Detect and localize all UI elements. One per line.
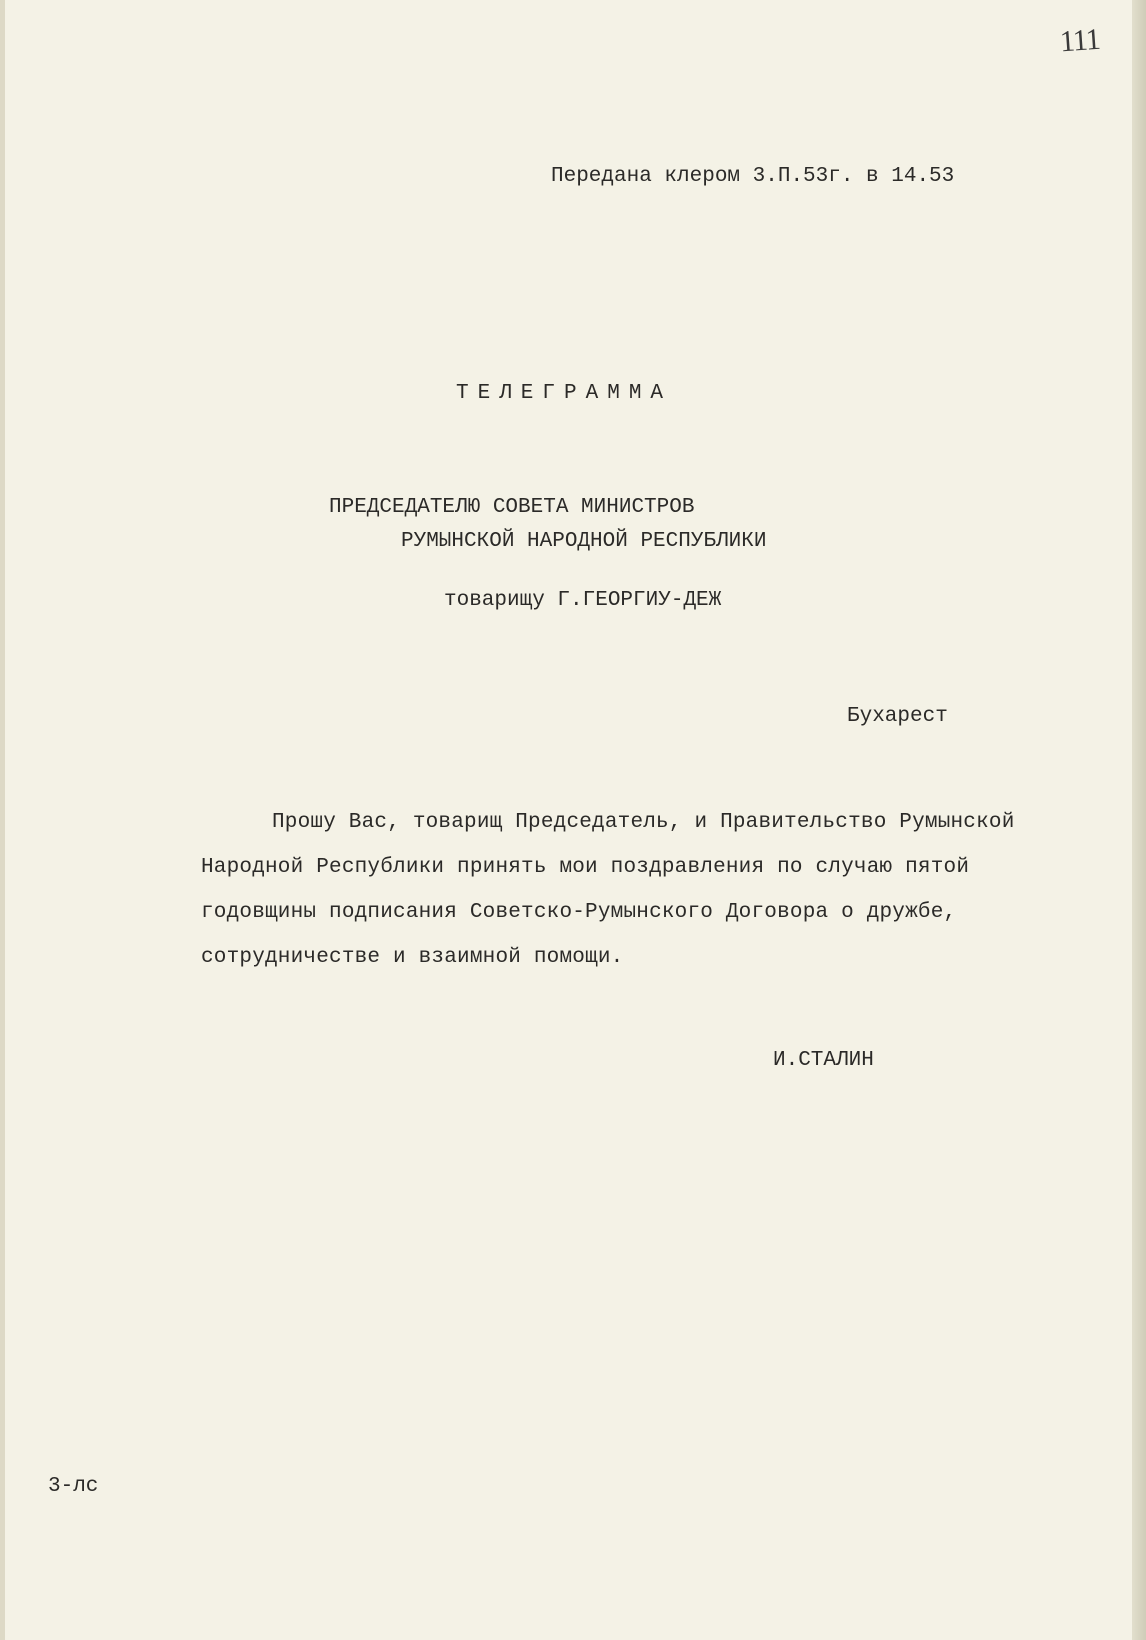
document-title: ТЕЛЕГРАММА: [456, 382, 673, 405]
page-right-edge: [1132, 0, 1146, 1640]
transmission-note: Передана клером 3.П.53г. в 14.53: [551, 165, 955, 188]
body-line-3: годовщины подписания Советско-Румынского Договора о дружбе,: [201, 901, 957, 924]
destination-city: Бухарест: [847, 705, 948, 728]
body-line-2: Народной Республики принять мои поздравления по случаю пятой: [201, 856, 970, 879]
signature: И.СТАЛИН: [773, 1049, 874, 1072]
body-line-1: Прошу Вас, товарищ Председатель, и Правительство Румынской: [272, 811, 1015, 834]
archive-page-number: 111: [1058, 22, 1101, 59]
body-line-4: сотрудничестве и взаимной помощи.: [201, 946, 624, 969]
footer-code: 3-лс: [48, 1475, 99, 1498]
page-left-edge: [0, 0, 5, 1640]
addressee-line-2: РУМЫНСКОЙ НАРОДНОЙ РЕСПУБЛИКИ: [401, 530, 767, 553]
addressee-line-1: ПРЕДСЕДАТЕЛЮ СОВЕТА МИНИСТРОВ: [329, 496, 695, 519]
addressee-line-3: товарищу Г.ГЕОРГИУ-ДЕЖ: [444, 589, 722, 612]
